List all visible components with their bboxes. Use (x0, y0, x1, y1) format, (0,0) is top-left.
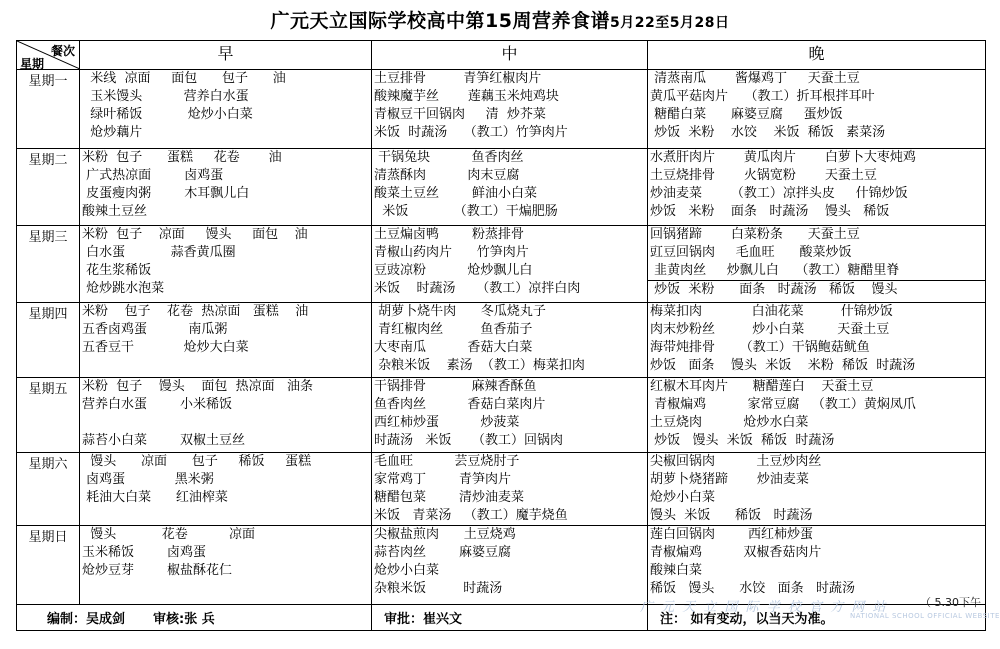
dinner-cell (648, 226, 986, 303)
dinner-cell (648, 378, 986, 453)
lunch-menu-line: 时蔬汤 米饭 （教工）回锅肉 (374, 433, 564, 448)
dinner-cell (648, 149, 986, 226)
breakfast-menu-line: 耗油大白菜 红油榨菜 (82, 490, 228, 505)
breakfast-menu-line: 五香豆干 炝炒大白菜 (82, 340, 249, 355)
breakfast-cell (80, 526, 372, 605)
dinner-menu-line: 水煮肝肉片 黄瓜肉片 白萝卜大枣炖鸡 (650, 150, 916, 165)
breakfast-menu-line: 炝炒藕片 (82, 125, 143, 140)
lunch-menu-line: 杂粮米饭 时蔬汤 (374, 581, 503, 596)
breakfast-menu-line: 米粉 包子 蛋糕 花卷 油 (82, 150, 282, 165)
lunch-menu-line: 青椒山药肉片 竹笋肉片 (374, 245, 529, 260)
dinner-menu-line: 土豆烧排骨 火锅宽粉 天蚕土豆 (650, 168, 877, 183)
dinner-menu-line: 炒饭 米粉 面条 时蔬汤 馒头 稀饭 (650, 204, 890, 219)
footer-reviewer: 审核:张 兵 (153, 612, 215, 627)
date-note: （ 5.30下午 (920, 596, 981, 609)
day-row (17, 526, 986, 605)
lunch-menu-line: 西红柿炒蛋 炒菠菜 (374, 415, 520, 430)
breakfast-cell (80, 378, 372, 453)
day-label: 星期二 (17, 149, 80, 226)
lunch-menu-line: 胡萝卜烧牛肉 冬瓜烧丸子 (374, 304, 546, 319)
day-label: 星期四 (17, 303, 80, 378)
breakfast-cell (80, 303, 372, 378)
breakfast-menu-line: 馒头 凉面 包子 稀饭 蛋糕 (82, 454, 312, 469)
header-dinner: 晚 (648, 41, 986, 70)
dinner-menu-line: 炒饭 米粉 水饺 米饭 稀饭 素菜汤 (650, 125, 886, 140)
breakfast-cell (80, 149, 372, 226)
day-row (17, 70, 986, 149)
breakfast-menu-line: 米粉 包子 馒头 面包 热凉面 油条 (82, 379, 313, 394)
breakfast-menu-line (80, 414, 371, 432)
lunch-menu-line: 炝炒小白菜 (374, 563, 440, 578)
breakfast-cell (80, 226, 372, 303)
dinner-menu-line: 土豆烧肉 炝炒水白菜 (650, 415, 809, 430)
breakfast-menu-line: 蒜苔小白菜 双椒土豆丝 (82, 433, 246, 448)
lunch-menu-line: 糖醋包菜 清炒油麦菜 (374, 490, 525, 505)
lunch-menu-line: 青红椒肉丝 鱼香茄子 (374, 322, 533, 337)
dinner-menu-line: 青椒煸鸡 双椒香菇肉片 (650, 545, 822, 560)
dinner-menu-line: 肉末炒粉丝 炒小白菜 天蚕土豆 (650, 322, 890, 337)
lunch-cell (372, 149, 648, 226)
lunch-menu-line: 毛血旺 芸豆烧肘子 (374, 454, 520, 469)
dinner-menu-line: 炒油麦菜 （教工）凉拌头皮 什锦炒饭 (650, 186, 908, 201)
footer-signatures (17, 605, 372, 631)
breakfast-cell (80, 70, 372, 149)
lunch-cell (372, 303, 648, 378)
lunch-menu-line: 豆豉凉粉 炝炒飘儿白 (374, 263, 533, 278)
corner-meal-label: 餐次 (50, 44, 75, 58)
breakfast-menu-line: 玉米馒头 营养白水蛋 (82, 89, 249, 104)
lunch-menu-line: 土豆排骨 青笋红椒肉片 (374, 71, 542, 86)
breakfast-menu-line: 玉米稀饭 卤鸡蛋 (82, 545, 207, 560)
breakfast-menu-line: 绿叶稀饭 炝炒小白菜 (82, 107, 253, 122)
lunch-menu-line: 干锅兔块 鱼香肉丝 (374, 150, 524, 165)
lunch-menu-line: 大枣南瓜 香菇大白菜 (374, 340, 533, 355)
lunch-menu-line: 鱼香肉丝 香菇白菜肉片 (374, 397, 546, 412)
website-watermark-sub: NATIONAL SCHOOL OFFICIAL WEBSITE (850, 612, 1000, 620)
menu-table (16, 40, 986, 631)
dinner-menu-line: 梅菜扣肉 白油花菜 什锦炒饭 (650, 304, 893, 319)
day-row (17, 149, 986, 226)
dinner-menu-line: 炒饭 面条 馒头 米饭 米粉 稀饭 时蔬汤 (650, 358, 916, 373)
breakfast-menu-line: 米粉 包子 花卷 热凉面 蛋糕 油 (82, 304, 309, 319)
dinner-menu-line: 炝炒小白菜 (650, 490, 716, 505)
day-row (17, 226, 986, 303)
corner-day-label: 星期 (20, 57, 45, 71)
breakfast-menu-line: 炝炒跳水泡菜 (82, 281, 165, 296)
day-row (17, 303, 986, 378)
lunch-menu-line: 酸辣魔芋丝 莲藕玉米炖鸡块 (374, 89, 559, 104)
lunch-menu-line: 米饭 时蔬汤 （教工）凉拌白肉 (374, 281, 581, 296)
breakfast-menu-line: 广式热凉面 卤鸡蛋 (82, 168, 224, 183)
lunch-cell (372, 378, 648, 453)
dinner-menu-line: 酸辣白菜 (650, 563, 703, 578)
day-label: 星期六 (17, 453, 80, 526)
dinner-menu-line: 莲白回锅肉 西红柿炒蛋 (650, 527, 814, 542)
website-watermark: 广 元 天 立 国 际 学 校 官 方 网 站 (640, 600, 888, 615)
breakfast-menu-line: 馒头 花卷 凉面 (82, 527, 256, 542)
breakfast-menu-line: 酸辣土豆丝 (82, 204, 148, 219)
dinner-cell (648, 303, 986, 378)
breakfast-menu-line: 皮蛋瘦肉粥 木耳飘儿白 (82, 186, 250, 201)
dinner-menu-line: 炒饭 馒头 米饭 稀饭 时蔬汤 (650, 433, 835, 448)
lunch-menu-line: 米饭 青菜汤 （教工）魔芋烧鱼 (374, 508, 568, 523)
dinner-menu-line: 尖椒回锅肉 土豆炒肉丝 (650, 454, 822, 469)
lunch-menu-line: 酸菜土豆丝 鲜油小白菜 (374, 186, 538, 201)
dinner-cell (648, 526, 986, 605)
dinner-menu-line: 海带炖排骨 （教工）干锅鲍菇鱿鱼 (650, 340, 870, 355)
title-dates: 5月22至5月28日 (610, 15, 730, 31)
breakfast-menu-line: 白水蛋 蒜香黄瓜圈 (82, 245, 236, 260)
breakfast-menu-line: 米粉 包子 凉面 馒头 面包 油 (82, 227, 308, 242)
lunch-menu-line: 杂粮米饭 素汤 （教工）梅菜扣肉 (374, 358, 585, 373)
dinner-menu-line: 炒饭 米粉 面条 时蔬汤 稀饭 馒头 (650, 282, 898, 297)
page-title (0, 6, 1000, 33)
breakfast-menu-line: 营养白水蛋 小米稀饭 (82, 397, 233, 412)
dinner-menu-line: 青椒煸鸡 家常豆腐 （教工）黄焖凤爪 (650, 397, 916, 412)
breakfast-cell (80, 453, 372, 526)
title-main: 广元天立国际学校高中第15周营养食谱 (270, 10, 610, 32)
lunch-menu-line: 青椒豆干回锅肉 清 炒芥菜 (374, 107, 546, 122)
day-row (17, 453, 986, 526)
dinner-cell (648, 453, 986, 526)
dinner-menu-line: 回锅猪蹄 白菜粉条 天蚕土豆 (650, 227, 860, 242)
day-row (17, 378, 986, 453)
day-label: 星期三 (17, 226, 80, 303)
lunch-menu-line: 家常鸡丁 青笋肉片 (374, 472, 512, 487)
dinner-menu-line: 稀饭 馒头 水饺 面条 时蔬汤 (650, 581, 855, 596)
header-breakfast: 早 (80, 41, 372, 70)
day-label: 星期五 (17, 378, 80, 453)
dinner-menu-line: 黄瓜平菇肉片 （教工）折耳根拌耳叶 (650, 89, 875, 104)
dinner-menu-line: 清蒸南瓜 酱爆鸡丁 天蚕土豆 (650, 71, 860, 86)
day-label: 星期一 (17, 70, 80, 149)
footer-approver: 审批：崔兴文 (384, 612, 463, 627)
dinner-menu-line: 胡萝卜烧猪蹄 炒油麦菜 (650, 472, 809, 487)
lunch-menu-line: 蒜苔肉丝 麻婆豆腐 (374, 545, 512, 560)
dinner-menu-line: 馒头 米饭 稀饭 时蔬汤 (650, 508, 813, 523)
lunch-menu-line: 清蒸酥肉 肉末豆腐 (374, 168, 520, 183)
header-row (17, 41, 986, 70)
lunch-menu-line: 米饭 （教工）干煸肥肠 (374, 204, 558, 219)
lunch-cell (372, 70, 648, 149)
dinner-menu-line: 韭黄肉丝 炒飘儿白 （教工）糖醋里脊 (648, 262, 985, 281)
dinner-menu-line: 红椒木耳肉片 糖醋莲白 天蚕土豆 (650, 379, 874, 394)
dinner-menu-line: 糖醋白菜 麻婆豆腐 蛋炒饭 (650, 107, 843, 122)
dinner-cell (648, 70, 986, 149)
lunch-cell (372, 226, 648, 303)
footer-editor: 编制：吴成剑 (47, 612, 126, 627)
lunch-menu-line: 米饭 时蔬汤 （教工）竹笋肉片 (374, 125, 568, 140)
lunch-menu-line: 尖椒盐煎肉 土豆烧鸡 (374, 527, 516, 542)
dinner-menu-line: 豇豆回锅肉 毛血旺 酸菜炒饭 (650, 245, 852, 260)
lunch-menu-line: 干锅排骨 麻辣香酥鱼 (374, 379, 537, 394)
breakfast-menu-line: 花生浆稀饭 (82, 263, 152, 278)
breakfast-menu-line: 米线 凉面 面包 包子 油 (82, 71, 286, 86)
breakfast-menu-line: 卤鸡蛋 黑米粥 (82, 472, 214, 487)
breakfast-menu-line: 炝炒豆芽 椒盐酥花仁 (82, 563, 233, 578)
breakfast-menu-line: 五香卤鸡蛋 南瓜粥 (82, 322, 228, 337)
footer-approval (372, 605, 648, 631)
lunch-menu-line: 土豆煸卤鸭 粉蒸排骨 (374, 227, 525, 242)
lunch-cell (372, 453, 648, 526)
day-label: 星期日 (17, 526, 80, 605)
footer-note: 注： 如有变动，以当天为准。 (660, 612, 834, 627)
lunch-cell (372, 526, 648, 605)
corner-cell (17, 41, 80, 70)
header-lunch: 中 (372, 41, 648, 70)
